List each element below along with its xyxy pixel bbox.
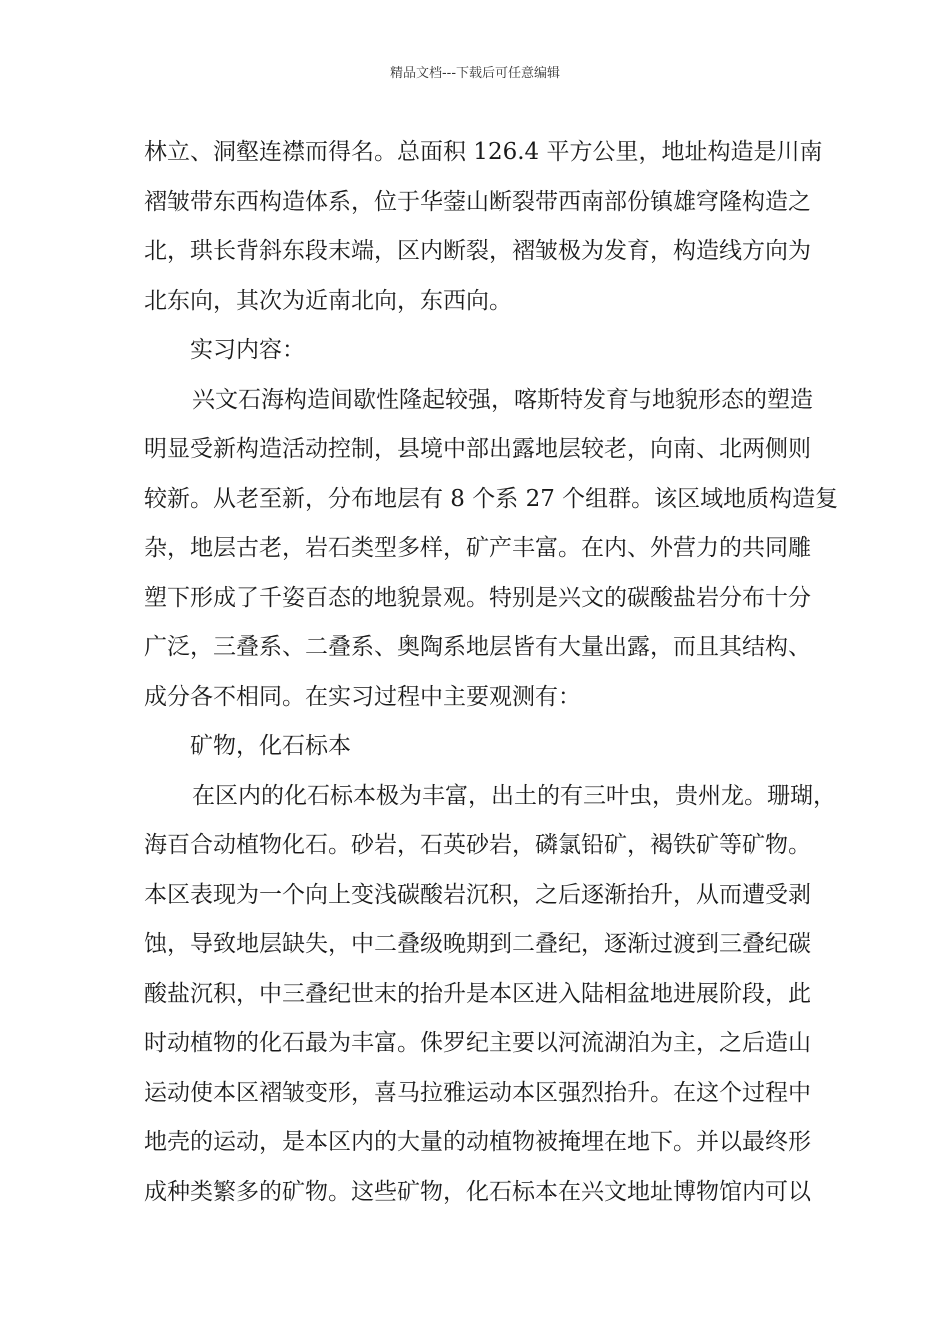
text-line: 塑下形成了千姿百态的地貌景观。特别是兴文的碳酸盐岩分布十分: [144, 584, 811, 611]
text-line: 北，珙长背斜东段末端，区内断裂，褶皱极为发育，构造线方向为: [144, 238, 811, 264]
text-line: 林立、洞壑连襟而得名。总面积 126.4 平方公里，地址构造是川南: [144, 139, 823, 165]
text-line: 海百合动植物化石。砂岩，石英砂岩，磷氯铅矿，褐铁矿等矿物。: [144, 832, 811, 858]
section-heading-minerals-fossils: 矿物，化石标本: [190, 733, 351, 759]
paragraph-first-line: 在区内的化石标本极为丰富，出土的有三叶虫，贵州龙。珊瑚，: [192, 782, 836, 809]
document-body: [144, 128, 839, 1217]
text-line: 杂，地层古老，岩石类型多样，矿产丰富。在内、外营力的共同雕: [144, 535, 811, 561]
text-line: 成分各不相同。在实习过程中主要观测有：: [144, 683, 581, 710]
text-line: 时动植物的化石最为丰富。侏罗纪主要以河流湖泊为主，之后造山: [144, 1030, 811, 1056]
text-line: 酸盐沉积，中三叠纪世末的抬升是本区进入陆相盆地进展阶段，此: [144, 980, 811, 1007]
page-header: 精品文档---下载后可任意编辑: [389, 66, 561, 81]
text-line: 较新。从老至新，分布地层有 8 个系 27 个组群。该区域地质构造复: [144, 485, 839, 512]
text-line: 明显受新构造活动控制，县境中部出露地层较老，向南、北两侧则: [144, 436, 811, 462]
text-line: 地壳的运动，是本区内的大量的动植物被掩埋在地下。并以最终形: [144, 1129, 811, 1155]
section-heading-practice-content: 实习内容：: [190, 337, 305, 363]
paragraph-first-line: 兴文石海构造间歇性隆起较强，喀斯特发育与地貌形态的塑造: [192, 386, 813, 413]
text-line: 蚀，导致地层缺失，中二叠级晚期到二叠纪，逐渐过渡到三叠纪碳: [144, 931, 811, 957]
text-line: 运动使本区褶皱变形，喜马拉雅运动本区强烈抬升。在这个过程中: [144, 1079, 811, 1106]
text-line: 褶皱带东西构造体系，位于华蓥山断裂带西南部份镇雄穹隆构造之: [144, 188, 811, 215]
text-line: 成种类繁多的矿物。这些矿物，化石标本在兴文地址博物馆内可以: [144, 1178, 811, 1205]
text-line: 本区表现为一个向上变浅碳酸岩沉积，之后逐渐抬升，从而遭受剥: [144, 881, 811, 908]
text-line: 广泛，三叠系、二叠系、奥陶系地层皆有大量出露，而且其结构、: [144, 634, 811, 660]
text-line: 北东向，其次为近南北向，东西向。: [144, 287, 512, 314]
